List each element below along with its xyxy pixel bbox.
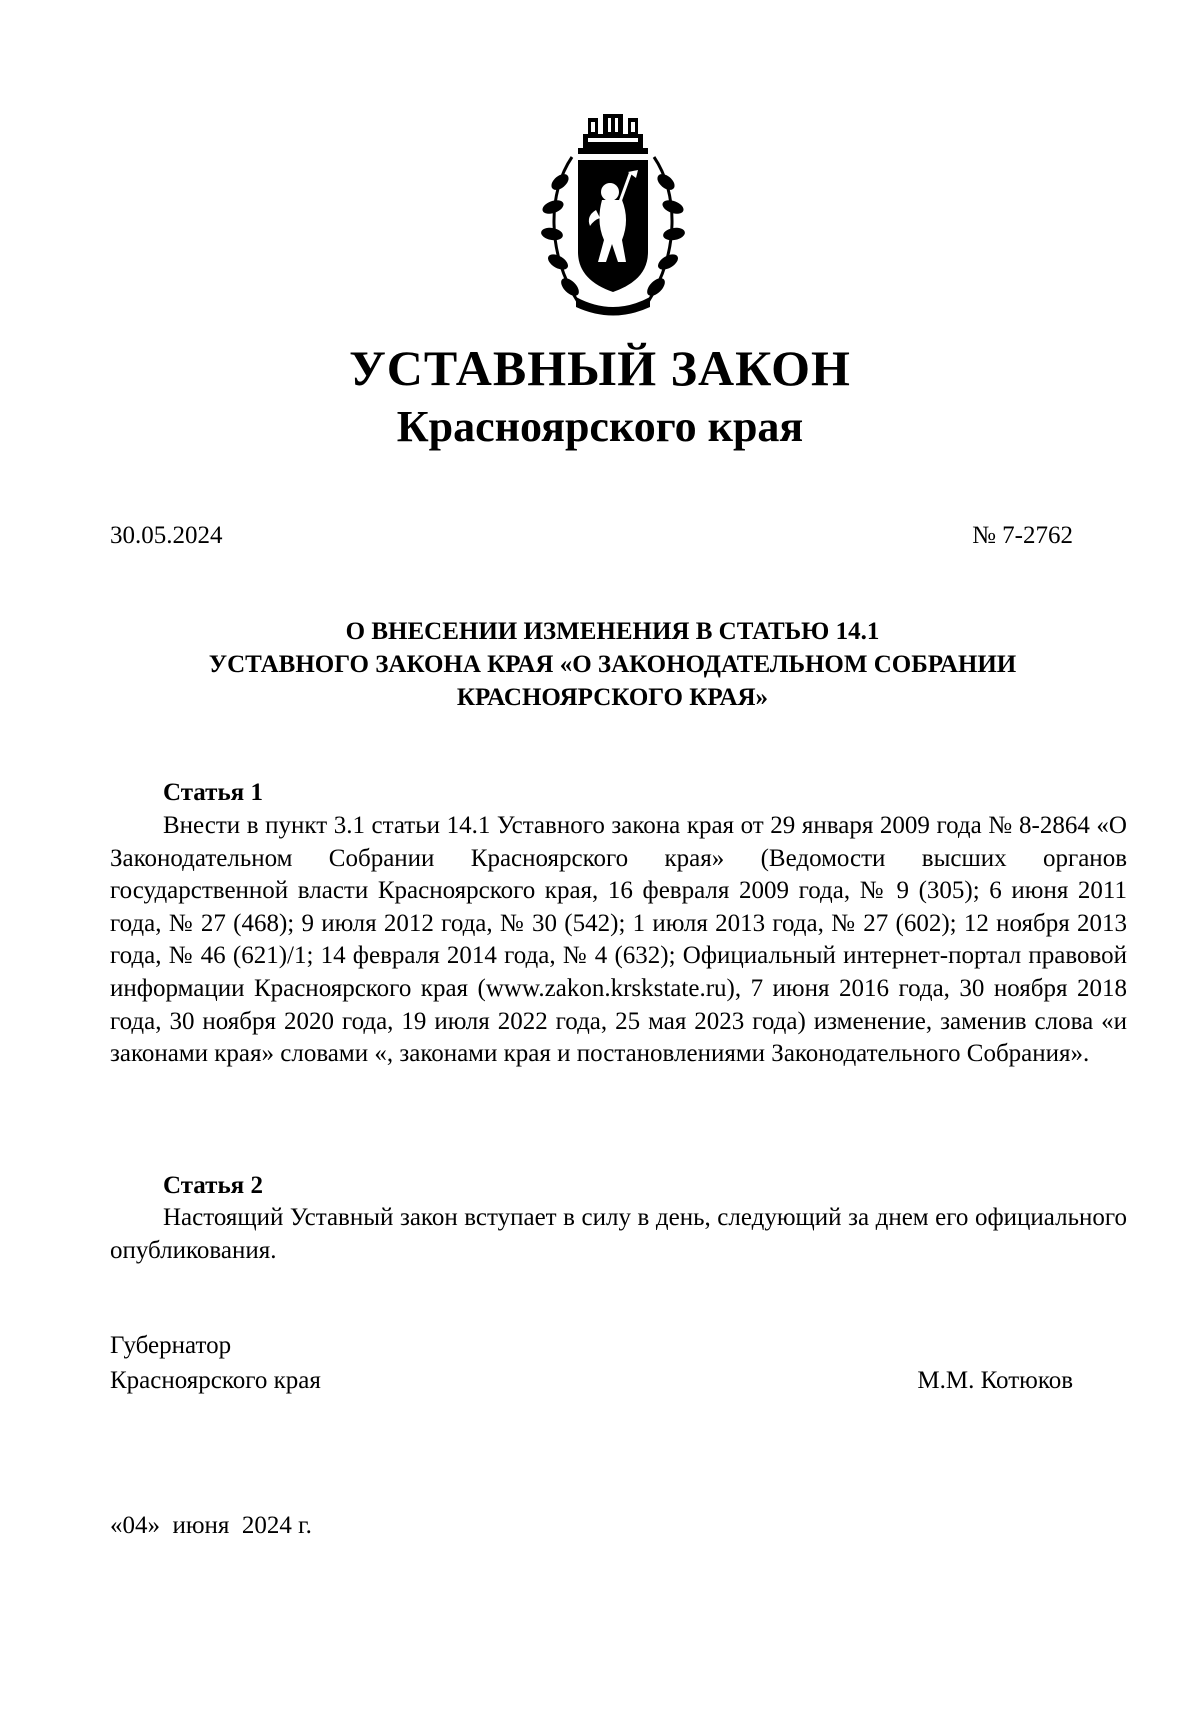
article-1-title: Статья 1 (163, 779, 263, 806)
article-2-title: Статья 2 (163, 1172, 263, 1199)
document-title: УСТАВНЫЙ ЗАКОН (349, 340, 851, 396)
signatory-name: М.М. Котюков (917, 1367, 1073, 1394)
heading-line: КРАСНОЯРСКОГО КРАЯ» (456, 684, 769, 711)
law-date: 30.05.2024 (110, 522, 223, 549)
law-number: № 7-2762 (972, 522, 1073, 549)
document-subtitle: Красноярского края (396, 402, 804, 451)
signatory-position-line: Красноярского края (110, 1367, 321, 1394)
coat-of-arms-emblem (538, 112, 688, 322)
heading-line: УСТАВНОГО ЗАКОНА КРАЯ «О ЗАКОНОДАТЕЛЬНОМ СОБРАНИИ (208, 651, 1017, 678)
article-2-text: Настоящий Уставный закон вступает в силу в день, следующий за днем его официального опубликования. (110, 1204, 1127, 1264)
signing-date: «04» июня 2024 г. (110, 1512, 312, 1539)
law-heading (140, 615, 1085, 714)
article-1-text: Внести в пункт 3.1 статьи 14.1 Уставного закона края от 29 января 2009 года № 8-2864 «О Законодательном Собрании Красноярского края» (Ведомости высших органов государственной власти Красноярского края, 16 февраля 2009 года, № 9 (305); 6 июня 2011 года, № 27 (468); 9 июля 2012 года, № 30 (542); 1 июля 2013 года, № 27 (602); 12 ноября 2013 года, № 46 (621)/1; 14 февраля 2014 года, № 4 (632); Официальный интернет-портал правовой информации Красноярского края (www.zakon.krskstate.ru), 7 июня 2016 года, 30 ноября 2018 года, 30 ноября 2020 года, 19 июля 2022 года, 25 мая 2023 года) изменение, заменив слова «и законами края» словами «, законами края и постановлениями Законодательного Собрания». (110, 812, 1127, 1068)
signatory-position (110, 1328, 321, 1398)
heading-line: О ВНЕСЕНИИ ИЗМЕНЕНИЯ В СТАТЬЮ 14.1 (345, 618, 880, 645)
signatory-position-line: Губернатор (110, 1332, 232, 1359)
